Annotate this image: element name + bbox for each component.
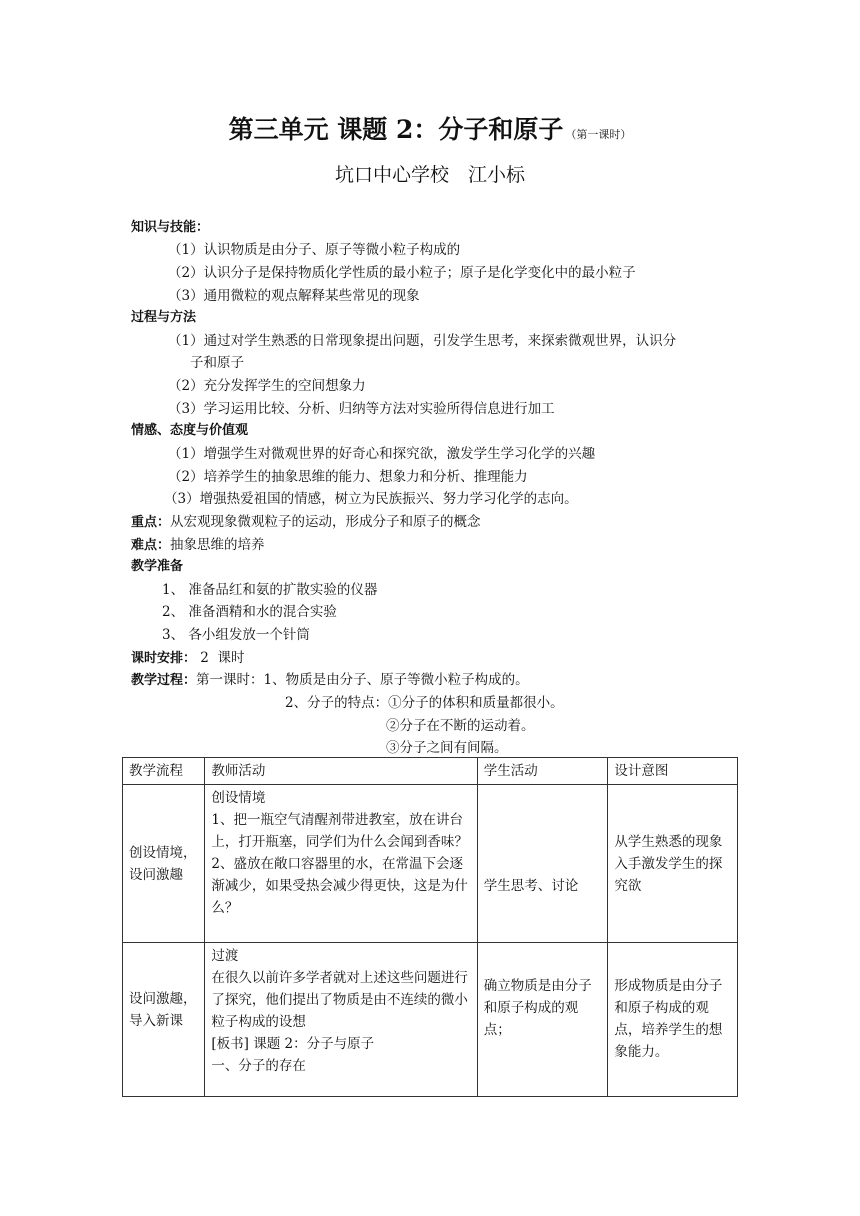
author-line: 坑口中心学校 江小标	[334, 164, 525, 186]
row1-flow: 创设情境，设问激趣	[123, 785, 205, 943]
row2-teacher-p3: 一、分子的存在	[211, 1058, 306, 1074]
knowledge-item-2: （2）认识分子是保持物质化学性质的最小粒子；原子是化学变化中的最小粒子	[168, 265, 636, 281]
row1-intent: 从学生熟悉的现象入手激发学生的探究欲	[608, 785, 738, 943]
key-point	[131, 512, 481, 533]
knowledge-item-3: （3）通用微粒的观点解释某些常见的现象	[168, 288, 420, 304]
preparation-heading: 教学准备	[131, 559, 184, 574]
teaching-process-line-1: 第一课时：1、物质是由分子、原子等微小粒子构成的。	[196, 672, 529, 688]
row2-teacher	[205, 943, 477, 1097]
row2-flow	[123, 943, 205, 1097]
difficulty-text: 抽象思维的培养	[170, 537, 265, 553]
process-item-1-line-1: （1）通过对学生熟悉的日常现象提出问题，引发学生思考，来探索微观世界，认识分	[168, 333, 677, 349]
preparation-item-3: 3、 各小组发放一个针筒	[162, 627, 310, 643]
teaching-process	[131, 670, 529, 691]
teaching-process-line-4: ③分子之间有间隔。	[386, 740, 508, 756]
difficulty	[131, 535, 265, 556]
schedule-text: 2 课时	[196, 650, 245, 666]
table-row	[123, 785, 738, 943]
title-main: 第三单元 课题 2：分子和原子	[228, 115, 564, 144]
header-teacher: 教师活动	[205, 758, 477, 785]
attitude-heading: 情感、态度与价值观	[131, 423, 249, 438]
knowledge-item-1: （1）认识物质是由分子、原子等微小粒子构成的	[168, 242, 461, 258]
row2-teacher-title: 过渡	[211, 948, 239, 964]
page-title	[0, 110, 860, 146]
schedule-label: 课时安排：	[131, 651, 197, 666]
header-flow: 教学流程	[123, 758, 205, 785]
process-item-2: （2）充分发挥学生的空间想象力	[168, 378, 366, 394]
row1-student	[477, 785, 608, 943]
row2-teacher-p2: [板书] 课题 2：分子与原子	[211, 1036, 375, 1052]
attitude-item-2: （2）培养学生的抽象思维的能力、想象力和分析、推理能力	[168, 469, 528, 485]
row1-student-text: 学生思考、讨论	[483, 877, 579, 894]
row2-student-text: 确立物质是由分子和原子构成的观点；	[483, 978, 592, 1038]
attitude-item-3: （3）增强热爱祖国的情感，树立为民族振兴、努力学习化学的志向。	[164, 491, 578, 507]
process-heading: 过程与方法	[131, 310, 197, 325]
teaching-process-line-2: 2、分子的特点：①分子的体积和质量都很小。	[285, 695, 564, 711]
table-header-row	[123, 758, 738, 785]
process-item-1-line-2: 子和原子	[190, 355, 244, 371]
schedule	[131, 648, 244, 669]
preparation-item-1: 1、 准备品红和氨的扩散实验的仪器	[162, 582, 378, 598]
process-item-3: （3）学习运用比较、分析、归纳等方法对实验所得信息进行加工	[168, 401, 555, 417]
difficulty-label: 难点：	[131, 538, 171, 553]
row2-student	[477, 943, 608, 1097]
preparation-item-2: 2、 准备酒精和水的混合实验	[162, 604, 337, 620]
table-row	[123, 943, 738, 1097]
row1-teacher	[205, 785, 477, 943]
row1-teacher-p2: 2、盛放在敞口容器里的水，在常温下会逐渐减少，如果受热会减少得更快，这是为什么？	[211, 856, 468, 916]
row1-teacher-p1: 1、把一瓶空气清醒剂带进教室，放在讲台上，打开瓶塞，同学们为什么会闻到香味？	[211, 812, 468, 850]
row2-flow-text: 设问激趣，导入新课	[129, 990, 197, 1029]
title-subtitle: （第一课时）	[565, 128, 632, 141]
attitude-item-1: （1）增强学生对微观世界的好奇心和探究欲，激发学生学习化学的兴趣	[168, 446, 596, 462]
key-point-label: 重点：	[131, 515, 171, 530]
row2-intent	[608, 943, 738, 1097]
knowledge-heading: 知识与技能：	[131, 220, 210, 235]
row1-teacher-title: 创设情境	[211, 790, 266, 806]
row2-intent-text: 形成物质是由分子和原子构成的观点，培养学生的想象能力。	[614, 978, 723, 1060]
header-student: 学生活动	[477, 758, 608, 785]
teaching-process-label: 教学过程：	[131, 673, 197, 688]
teaching-process-line-3: ②分子在不断的运动着。	[386, 718, 535, 734]
lesson-plan-table	[122, 757, 738, 1097]
header-intent: 设计意图	[608, 758, 738, 785]
row2-teacher-p1: 在很久以前许多学者就对上述这些问题进行了探究，他们提出了物质是由不连续的微小粒子构成的设想	[211, 970, 468, 1030]
key-point-text: 从宏观现象微观粒子的运动，形成分子和原子的概念	[170, 514, 481, 530]
